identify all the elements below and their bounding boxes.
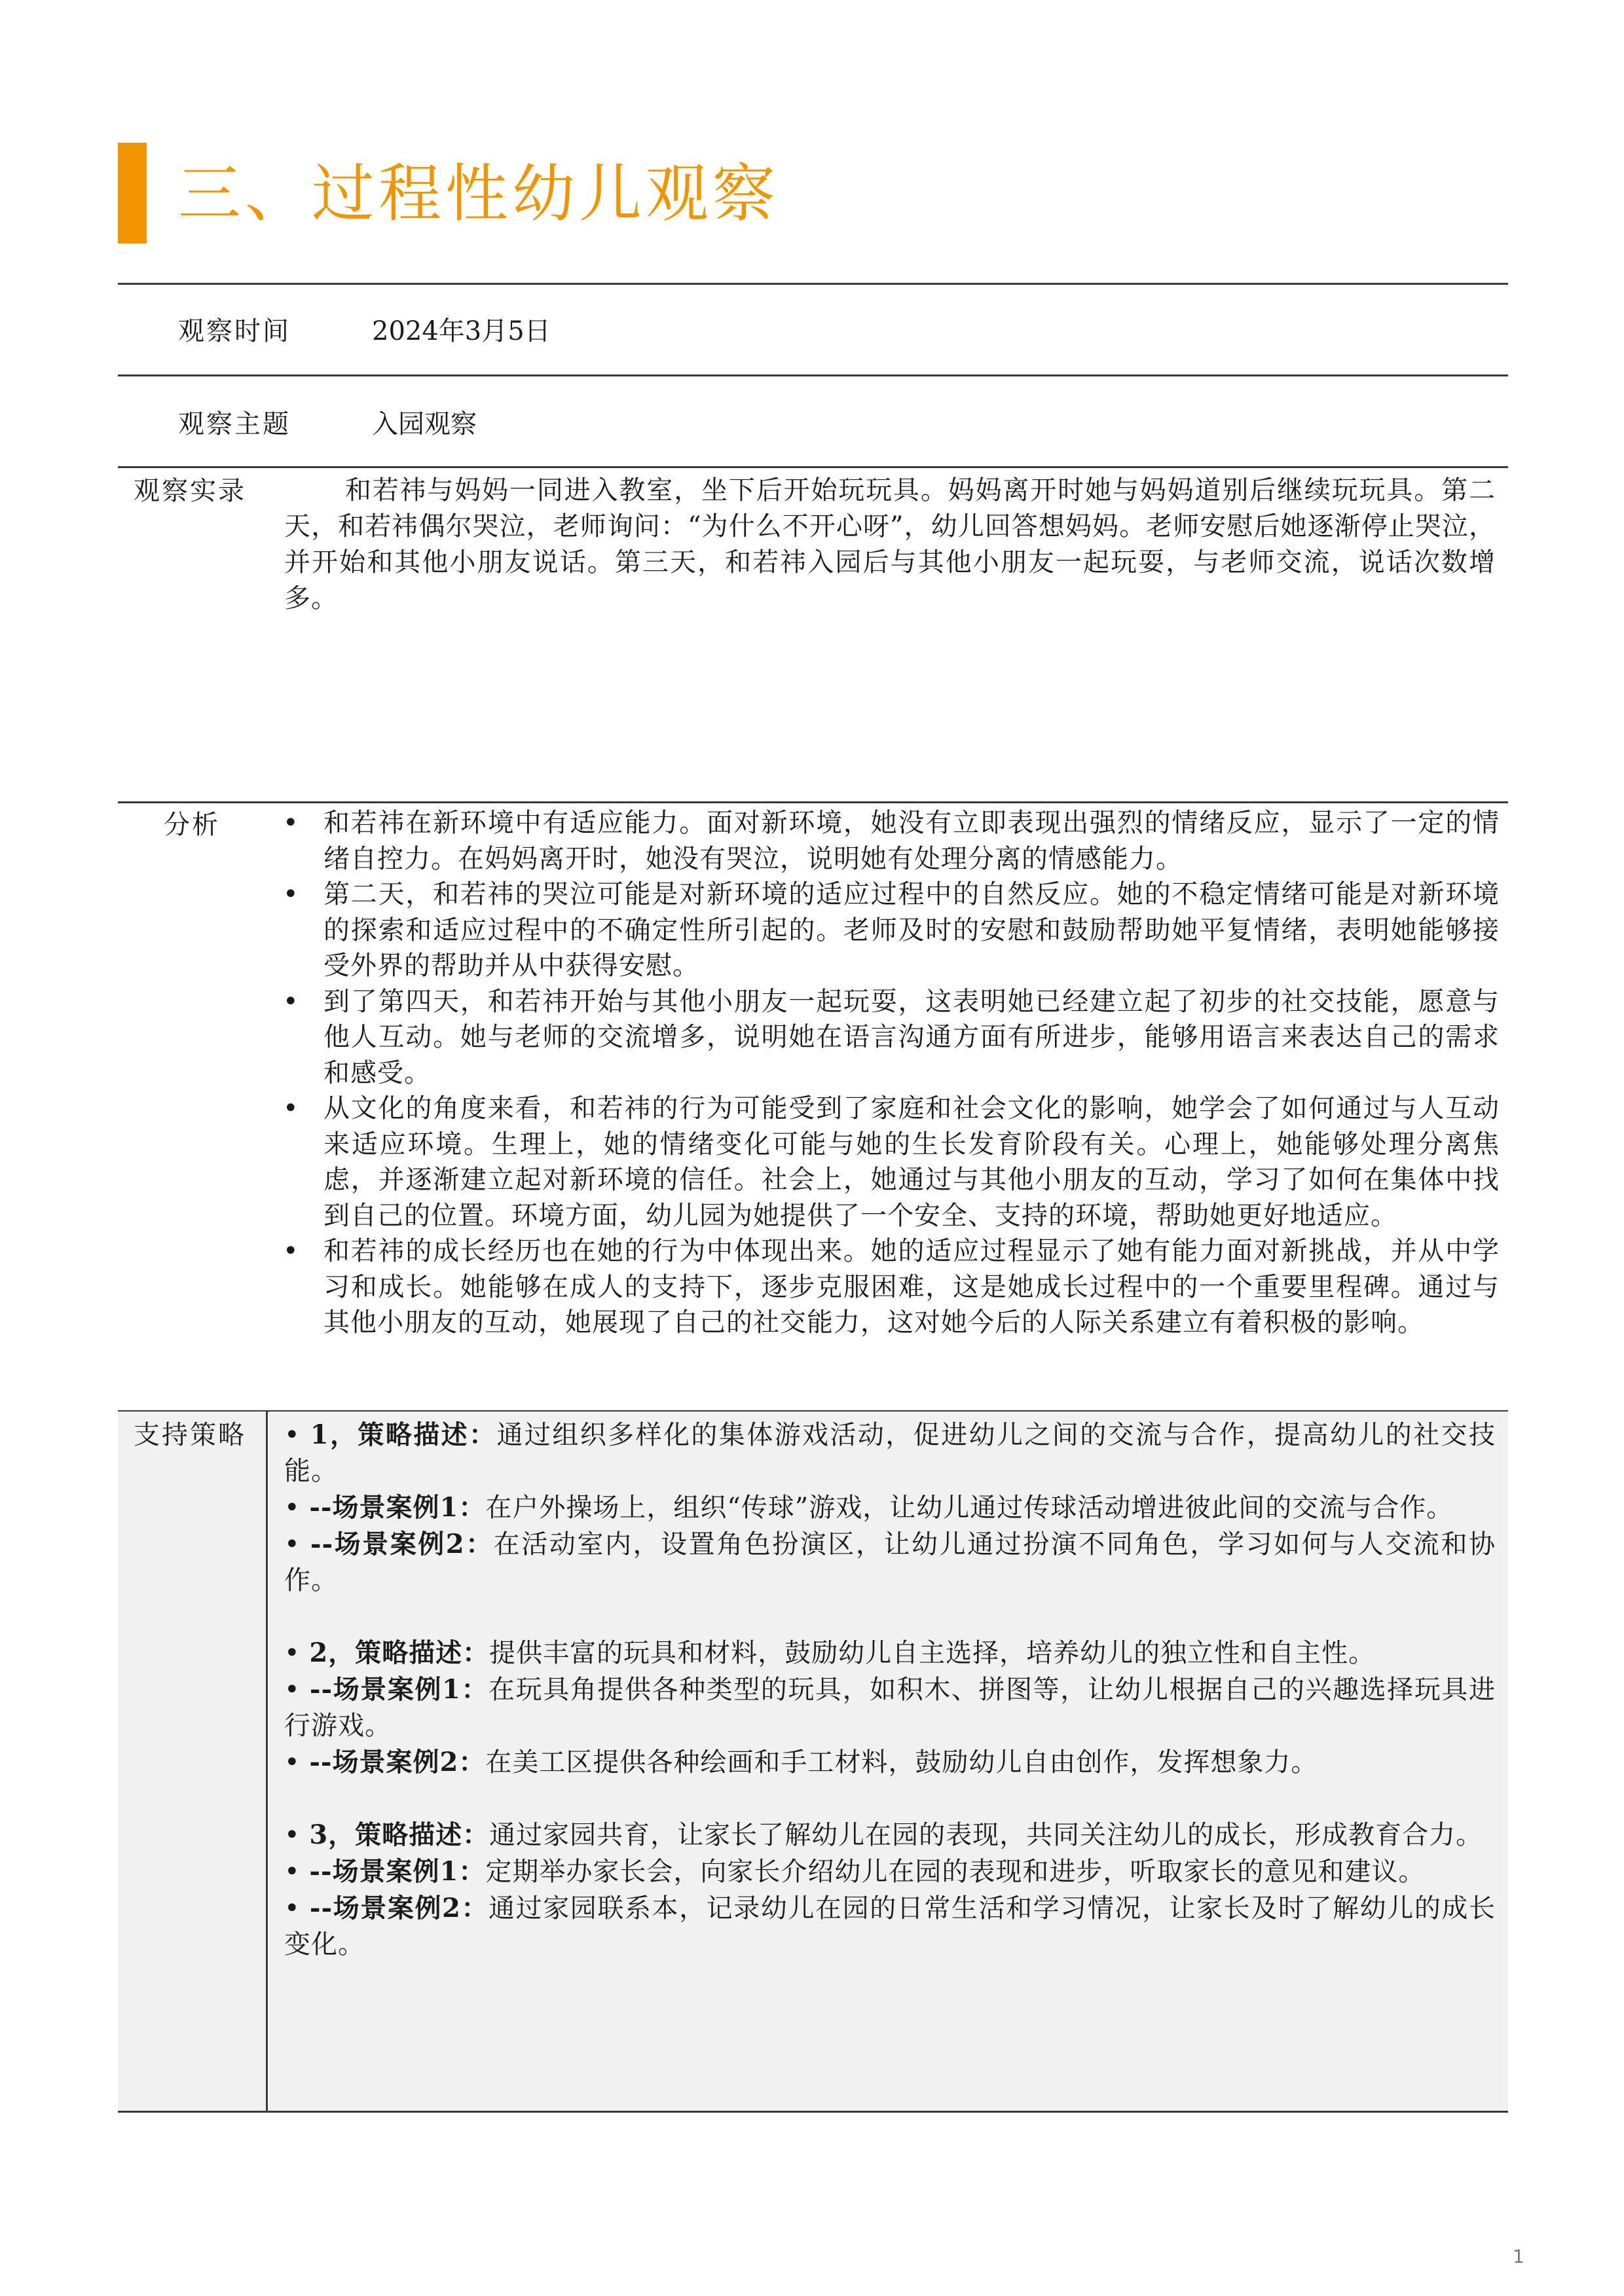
record-label: 观察实录 <box>134 476 246 506</box>
strategy-number: 2， <box>309 1637 356 1668</box>
strategy-case <box>284 1853 1496 1890</box>
record-text-content: 和若祎与妈妈一同进入教室，坐下后开始玩玩具。妈妈离开时她与妈妈道别后继续玩玩具。第二天，和若祎偶尔哭泣，老师询问：“为什么不开心呀”，幼儿回答想妈妈。老师安慰后她逐渐停止哭泣，并开始和其他小朋友说话。第三天，和若祎入园后与其他小朋友一起玩耍，与老师交流，说话次数增多。 <box>284 475 1496 613</box>
bullet-icon: • <box>284 1638 301 1668</box>
strategy-case-text: 在活动室内，设置角色扮演区，让幼儿通过扮演不同角色，学习如何与人交流和协作。 <box>284 1529 1496 1595</box>
strategy-desc <box>284 1417 1496 1489</box>
bullet-icon: • <box>284 1529 301 1559</box>
strategy-desc-label: 策略描述： <box>355 1637 490 1668</box>
observation-time-label: 观察时间 <box>178 316 291 346</box>
analysis-item-text: 到了第四天，和若祎开始与其他小朋友一起玩耍，这表明她已经建立起了初步的社交技能，愿意与他人互动。她与老师的交流增多，说明她在语言沟通方面有所进步，能够用语言来表达自己的需求和感受。 <box>323 986 1500 1088</box>
strategy-label: 支持策略 <box>134 1420 246 1450</box>
bullet-icon: • <box>284 1675 301 1705</box>
bullet-icon: • <box>283 879 299 909</box>
analysis-label: 分析 <box>164 810 220 840</box>
strategy-desc-text: 通过组织多样化的集体游戏活动，促进幼儿之间的交流与合作，提高幼儿的社交技能。 <box>284 1420 1496 1486</box>
observation-topic-label: 观察主题 <box>178 409 291 439</box>
strategy-case-label: --场景案例2： <box>309 1747 486 1777</box>
strategy-case <box>284 1671 1496 1744</box>
analysis-item <box>282 984 1500 1091</box>
bullet-icon: • <box>284 1420 301 1450</box>
strategy-case-label: --场景案例2： <box>310 1529 494 1559</box>
analysis-item-text: 从文化的角度来看，和若祎的行为可能受到了家庭和社会文化的影响，她学会了如何通过与人互动来适应环境。生理上，她的情绪变化可能与她的生长发育阶段有关。心理上，她能够处理分离焦虑，并逐渐建立起对新环境的信任。社会上，她通过与其他小朋友的互动，学习了如何在集体中找到自己的位置。环境方面，幼儿园为她提供了一个安全、支持的环境，帮助她更好地适应。 <box>323 1093 1500 1231</box>
strategy-case-text: 在户外操场上，组织“传球”游戏，让幼儿通过传球活动增进彼此间的交流与合作。 <box>485 1493 1454 1523</box>
section-title: 三、过程性幼儿观察 <box>178 157 779 230</box>
observation-time-value: 2024年3月5日 <box>372 316 551 346</box>
rule-bottom <box>118 2111 1508 2113</box>
strategy-desc <box>284 1817 1496 1853</box>
page-number: 1 <box>1513 2246 1524 2267</box>
strategy-case-label: --场景案例1： <box>309 1674 489 1705</box>
bullet-icon: • <box>284 1820 301 1850</box>
strategy-case-label: --场景案例2： <box>309 1893 489 1923</box>
rule-top <box>118 283 1508 285</box>
strategy-case-label: --场景案例1： <box>309 1492 486 1523</box>
strategy-label-cell <box>118 1412 266 2111</box>
rule-after-topic <box>118 466 1508 468</box>
strategy-case <box>284 1744 1496 1781</box>
bullet-icon: • <box>284 1747 301 1777</box>
strategy-case-label: --场景案例1： <box>309 1856 486 1887</box>
bullet-icon: • <box>284 1493 301 1523</box>
strategy-content <box>284 1417 1496 1963</box>
analysis-item-text: 和若祎在新环境中有适应能力。面对新环境，她没有立即表现出强烈的情绪反应，显示了一定的情绪自控力。在妈妈离开时，她没有哭泣，说明她有处理分离的情感能力。 <box>323 808 1500 874</box>
strategy-desc-text: 通过家园共育，让家长了解幼儿在园的表现，共同关注幼儿的成长，形成教育合力。 <box>489 1820 1483 1850</box>
strategy-case-text: 在美工区提供各种绘画和手工材料，鼓励幼儿自由创作，发挥想象力。 <box>485 1747 1318 1777</box>
strategy-number: 1， <box>310 1419 358 1450</box>
strategy-column-divider <box>266 1412 268 2111</box>
bullet-icon: • <box>284 1857 301 1887</box>
strategy-case-text: 通过家园联系本，记录幼儿在园的日常生活和学习情况，让家长及时了解幼儿的成长变化。 <box>284 1893 1496 1959</box>
analysis-item-text: 和若祎的成长经历也在她的行为中体现出来。她的适应过程显示了她有能力面对新挑战，并从中学习和成长。她能够在成人的支持下，逐步克服困难，这是她成长过程中的一个重要里程碑。通过与其他小朋友的互动，她展现了自己的社交能力，这对她今后的人际关系建立有着积极的影响。 <box>323 1236 1500 1338</box>
rule-after-time <box>118 374 1508 376</box>
bullet-icon: • <box>283 1093 299 1123</box>
strategy-desc-text: 提供丰富的玩具和材料，鼓励幼儿自主选择，培养幼儿的独立性和自主性。 <box>489 1638 1376 1668</box>
record-text <box>284 473 1496 617</box>
analysis-item <box>282 1091 1500 1233</box>
rule-after-record <box>118 801 1508 803</box>
analysis-list <box>282 805 1500 1341</box>
analysis-item <box>282 1233 1500 1341</box>
bullet-icon: • <box>283 808 299 838</box>
strategy-case <box>284 1890 1496 1963</box>
analysis-item <box>282 805 1500 877</box>
bullet-icon: • <box>283 986 299 1017</box>
strategy-desc <box>284 1635 1496 1671</box>
observation-topic-value: 入园观察 <box>372 409 477 439</box>
strategy-case <box>284 1526 1496 1599</box>
bullet-icon: • <box>284 1893 301 1923</box>
strategy-case-text: 在玩具角提供各种类型的玩具，如积木、拼图等，让幼儿根据自己的兴趣选择玩具进行游戏。 <box>284 1675 1496 1741</box>
analysis-item-text: 第二天，和若祎的哭泣可能是对新环境的适应过程中的自然反应。她的不稳定情绪可能是对新环境的探索和适应过程中的不确定性所引起的。老师及时的安慰和鼓励帮助她平复情绪，表明她能够接受外界的帮助并从中获得安慰。 <box>323 879 1500 981</box>
analysis-item <box>282 877 1500 984</box>
title-accent-bar <box>118 143 147 244</box>
bullet-icon: • <box>283 1236 299 1266</box>
strategy-case <box>284 1489 1496 1526</box>
strategy-number: 3， <box>309 1819 356 1850</box>
strategy-desc-label: 策略描述： <box>358 1419 497 1450</box>
strategy-case-text: 定期举办家长会，向家长介绍幼儿在园的表现和进步，听取家长的意见和建议。 <box>485 1857 1426 1887</box>
strategy-desc-label: 策略描述： <box>355 1819 490 1850</box>
